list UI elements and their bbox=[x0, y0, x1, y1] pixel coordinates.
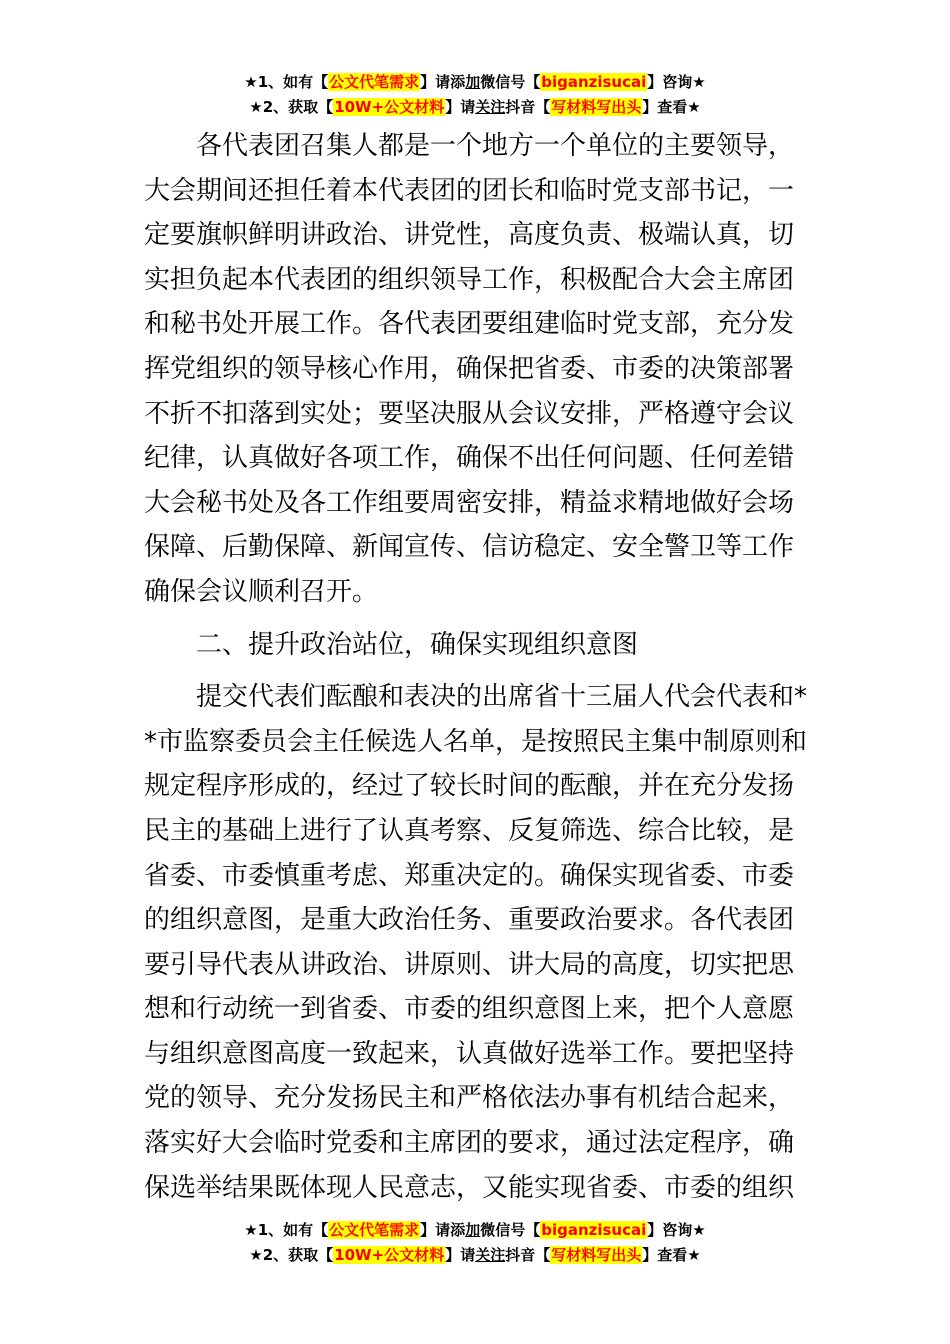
promo-text: 】查看★ bbox=[642, 98, 701, 116]
paragraph-line: 纪律，认真做好各项工作，确保不出任何问题、任何差错 bbox=[144, 443, 795, 474]
promo-text: 】请 bbox=[445, 1246, 476, 1264]
promo-text: 抖音【 bbox=[505, 1246, 551, 1264]
promo-underlined-text: 关注 bbox=[475, 1246, 506, 1264]
footer-promo-banner bbox=[0, 1218, 950, 1268]
paragraph-line: 民主的基础上进行了认真考察、反复筛选、综合比较，是 bbox=[144, 815, 795, 846]
paragraph-line: 挥党组织的领导核心作用，确保把省委、市委的决策部署 bbox=[144, 353, 795, 384]
promo-underlined-text: 加 bbox=[465, 1221, 481, 1239]
promo-text: 】请 bbox=[445, 98, 476, 116]
promo-text: 】查看★ bbox=[642, 1246, 701, 1264]
promo-highlight: 公文代笔需求 bbox=[329, 1221, 420, 1239]
paragraph-line: 的组织意图，是重大政治任务、重要政治要求。各代表团 bbox=[144, 905, 795, 936]
promo-text: 】请添 bbox=[420, 73, 466, 91]
promo-text: 】咨询★ bbox=[647, 73, 706, 91]
promo-wechat-id: biganzisucai bbox=[541, 1221, 647, 1239]
paragraph-line: 定要旗帜鲜明讲政治、讲党性，高度负责、极端认真，切 bbox=[144, 220, 795, 251]
promo-text: 微信号【 bbox=[480, 1221, 541, 1239]
promo-douyin-id: 写材料写出头 bbox=[551, 1246, 642, 1264]
promo-text: ★2、获取【 bbox=[249, 98, 334, 116]
promo-highlight: 公文代笔需求 bbox=[329, 73, 420, 91]
header-promo-banner bbox=[0, 70, 950, 120]
paragraph-line: 保选举结果既体现人民意志，又能实现省委、市委的组织 bbox=[144, 1172, 795, 1203]
paragraph-line: 党的领导、充分发扬民主和严格依法办事有机结合起来， bbox=[144, 1083, 795, 1114]
paragraph-line: 提交代表们酝酿和表决的出席省十三届人代会代表和* bbox=[196, 682, 808, 713]
promo-line-1 bbox=[0, 70, 950, 95]
promo-wechat-id: biganzisucai bbox=[541, 73, 647, 91]
paragraph-line: 实担负起本代表团的组织领导工作，积极配合大会主席团 bbox=[144, 264, 795, 295]
promo-text: 】请添 bbox=[420, 1221, 466, 1239]
paragraph-line: 确保会议顺利召开。 bbox=[144, 576, 379, 607]
promo-text: 微信号【 bbox=[480, 73, 541, 91]
paragraph-line: 各代表团召集人都是一个地方一个单位的主要领导， bbox=[196, 131, 795, 161]
paragraph-line: 省委、市委慎重考虑、郑重决定的。确保实现省委、市委 bbox=[144, 860, 795, 891]
promo-line-1 bbox=[0, 1218, 950, 1243]
promo-text: 抖音【 bbox=[505, 98, 551, 116]
paragraph-gap bbox=[144, 667, 808, 675]
paragraph-line: 落实好大会临时党委和主席团的要求，通过法定程序，确 bbox=[144, 1128, 795, 1159]
paragraph-line: 不折不扣落到实处；要坚决服从会议安排，严格遵守会议 bbox=[144, 398, 795, 429]
promo-line-2 bbox=[0, 1243, 950, 1268]
paragraph-line: 大会秘书处及各工作组要周密安排，精益求精地做好会场 bbox=[144, 487, 795, 518]
paragraph-line: 与组织意图高度一致起来，认真做好选举工作。要把坚持 bbox=[144, 1038, 795, 1069]
promo-highlight: 10W+公文材料 bbox=[334, 1246, 445, 1264]
paragraph-line: 大会期间还担任着本代表团的团长和临时党支部书记，一 bbox=[144, 175, 795, 206]
paragraph-line: 要引导代表从讲政治、讲原则、讲大局的高度，切实把思 bbox=[144, 949, 795, 980]
paragraph-line: 规定程序形成的，经过了较长时间的酝酿，并在充分发扬 bbox=[144, 771, 795, 802]
promo-underlined-text: 加 bbox=[465, 73, 481, 91]
promo-douyin-id: 写材料写出头 bbox=[551, 98, 642, 116]
paragraph-line: *市监察委员会主任候选人名单，是按照民主集中制原则和 bbox=[144, 726, 808, 757]
paragraph-line: 和秘书处开展工作。各代表团要组建临时党支部，充分发 bbox=[144, 309, 795, 340]
section-heading: 二、提升政治站位，确保实现组织意图 bbox=[196, 629, 639, 660]
promo-text: 】咨询★ bbox=[647, 1221, 706, 1239]
promo-text: ★1、如有【 bbox=[244, 1221, 329, 1239]
promo-text: ★2、获取【 bbox=[249, 1246, 334, 1264]
promo-highlight: 10W+公文材料 bbox=[334, 98, 445, 116]
paragraph-gap bbox=[144, 615, 808, 623]
document-body bbox=[144, 124, 808, 1210]
paragraph-line: 想和行动统一到省委、市委的组织意图上来，把个人意愿 bbox=[144, 994, 795, 1025]
promo-line-2 bbox=[0, 95, 950, 120]
promo-text: ★1、如有【 bbox=[244, 73, 329, 91]
paragraph-line: 保障、后勤保障、新闻宣传、信访稳定、安全警卫等工作 bbox=[144, 532, 795, 563]
promo-underlined-text: 关注 bbox=[475, 98, 506, 116]
